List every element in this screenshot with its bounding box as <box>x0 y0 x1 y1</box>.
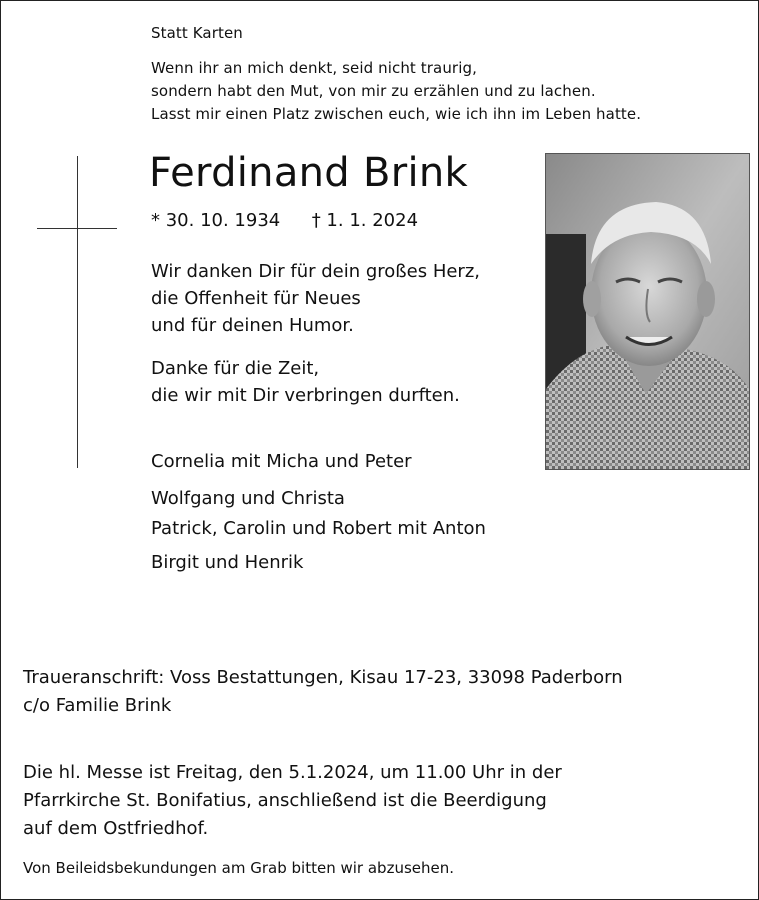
address-line: c/o Familie Brink <box>23 695 172 716</box>
thanks-line: Wir danken Dir für dein großes Herz, <box>151 261 480 282</box>
poem-block <box>151 57 641 126</box>
family-group-3: Birgit und Henrik <box>151 552 304 573</box>
thanks-block-2 <box>151 355 460 409</box>
funeral-mass-info <box>23 759 562 843</box>
death-date: † 1. 1. 2024 <box>311 210 419 231</box>
poem-line: Lasst mir einen Platz zwischen euch, wie ich ihn im Leben hatte. <box>151 105 642 123</box>
mass-line: Pfarrkirche St. Bonifatius, anschließend ist die Beerdigung <box>23 790 547 811</box>
portrait-photo <box>545 153 750 470</box>
family-group-2 <box>151 484 486 544</box>
thanks-line: Danke für die Zeit, <box>151 358 320 379</box>
mass-line: auf dem Ostfriedhof. <box>23 818 209 839</box>
thanks-line: die wir mit Dir verbringen durften. <box>151 385 460 406</box>
mourning-address <box>23 664 623 720</box>
intro-text: Statt Karten <box>151 24 243 42</box>
family-line: Wolfgang und Christa <box>151 488 345 509</box>
life-dates <box>151 208 418 234</box>
thanks-line: und für deinen Humor. <box>151 315 354 336</box>
thanks-line: die Offenheit für Neues <box>151 288 361 309</box>
mass-line: Die hl. Messe ist Freitag, den 5.1.2024, um 11.00 Uhr in der <box>23 762 562 783</box>
deceased-name: Ferdinand Brink <box>149 150 469 196</box>
thanks-block-1 <box>151 258 480 339</box>
poem-line: sondern habt den Mut, von mir zu erzählen und zu lachen. <box>151 82 596 100</box>
cross-icon-bar <box>37 228 117 229</box>
family-group-1: Cornelia mit Micha und Peter <box>151 451 412 472</box>
condolence-note: Von Beileidsbekundungen am Grab bitten wir abzusehen. <box>23 859 455 877</box>
cross-icon <box>77 156 78 468</box>
family-line: Patrick, Carolin und Robert mit Anton <box>151 518 486 539</box>
birth-date: * 30. 10. 1934 <box>151 210 281 231</box>
address-line: Traueranschrift: Voss Bestattungen, Kisau 17-23, 33098 Paderborn <box>23 667 623 688</box>
poem-line: Wenn ihr an mich denkt, seid nicht traurig, <box>151 59 477 77</box>
